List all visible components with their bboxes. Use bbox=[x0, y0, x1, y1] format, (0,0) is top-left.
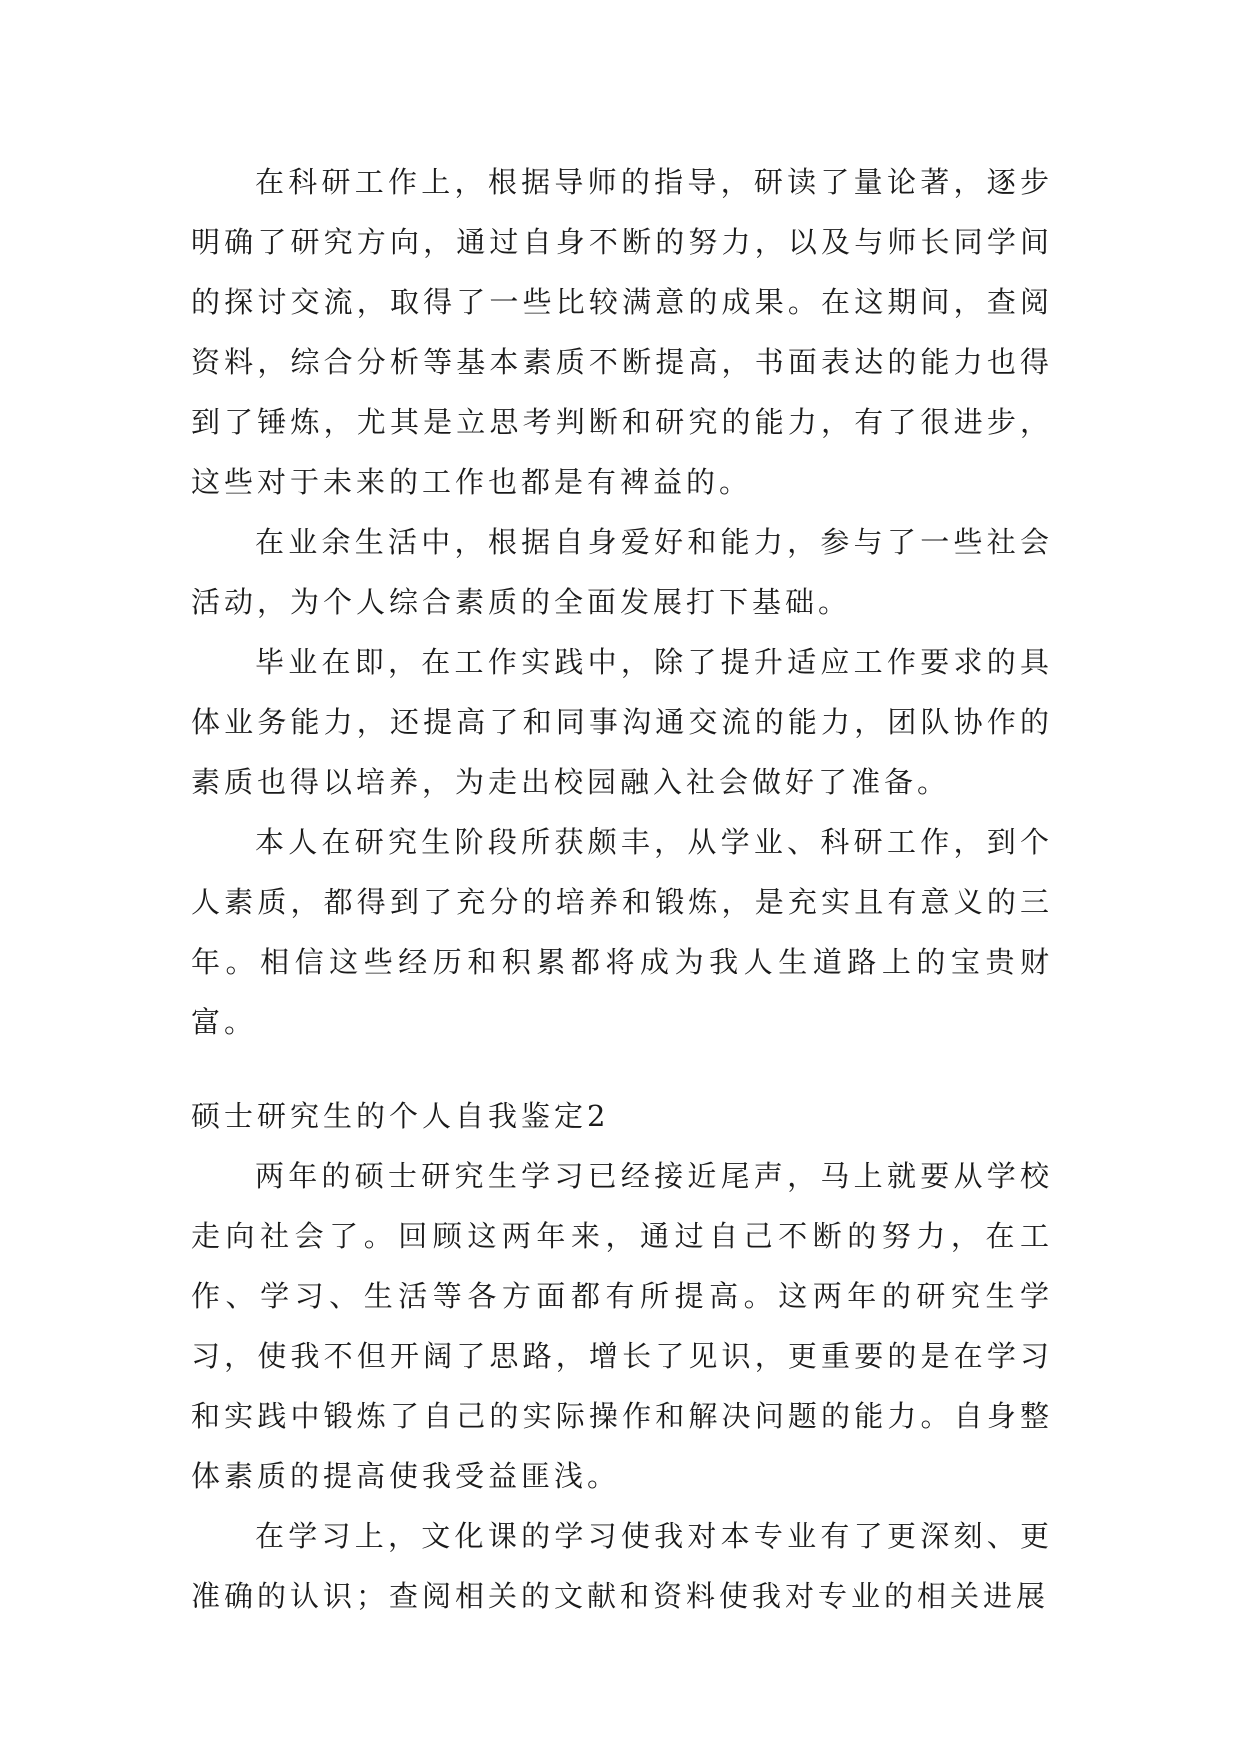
paragraph-study-courses: 在学习上，文化课的学习使我对本专业有了更深刻、更准确的认识；查阅相关的文献和资料使我对专业的相关进展 bbox=[191, 1519, 1053, 1613]
section-heading: 硕士研究生的个人自我鉴定2 bbox=[191, 1099, 610, 1133]
paragraph-summary: 本人在研究生阶段所获颇丰，从学业、科研工作，到个人素质，都得到了充分的培养和锻炼，是充实且有意义的三年。相信这些经历和积累都将成为我人生道路上的宝贵财富。 bbox=[191, 825, 1053, 1039]
paragraph-two-years-study: 两年的硕士研究生学习已经接近尾声，马上就要从学校走向社会了。回顾这两年来，通过自己不断的努力，在工作、学习、生活等各方面都有所提高。这两年的研究生学习，使我不但开阔了思路，增长了见识，更重要的是在学习和实践中锻炼了自己的实际操作和解决问题的能力。自身整体素质的提高使我受益匪浅。 bbox=[191, 1159, 1053, 1493]
paragraph-leisure-life: 在业余生活中，根据自身爱好和能力，参与了一些社会活动，为个人综合素质的全面发展打下基础。 bbox=[191, 525, 1053, 619]
paragraph-work-practice: 毕业在即，在工作实践中，除了提升适应工作要求的具体业务能力，还提高了和同事沟通交流的能力，团队协作的素质也得以培养，为走出校园融入社会做好了准备。 bbox=[191, 645, 1053, 799]
paragraph-research-work: 在科研工作上，根据导师的指导，研读了量论著，逐步明确了研究方向，通过自身不断的努力，以及与师长同学间的探讨交流，取得了一些比较满意的成果。在这期间，查阅资料，综合分析等基本素质不断提高，书面表达的能力也得到了锤炼，尤其是立思考判断和研究的能力，有了很进步，这些对于未来的工作也都是有裨益的。 bbox=[191, 165, 1053, 499]
document-body bbox=[191, 152, 1053, 1626]
